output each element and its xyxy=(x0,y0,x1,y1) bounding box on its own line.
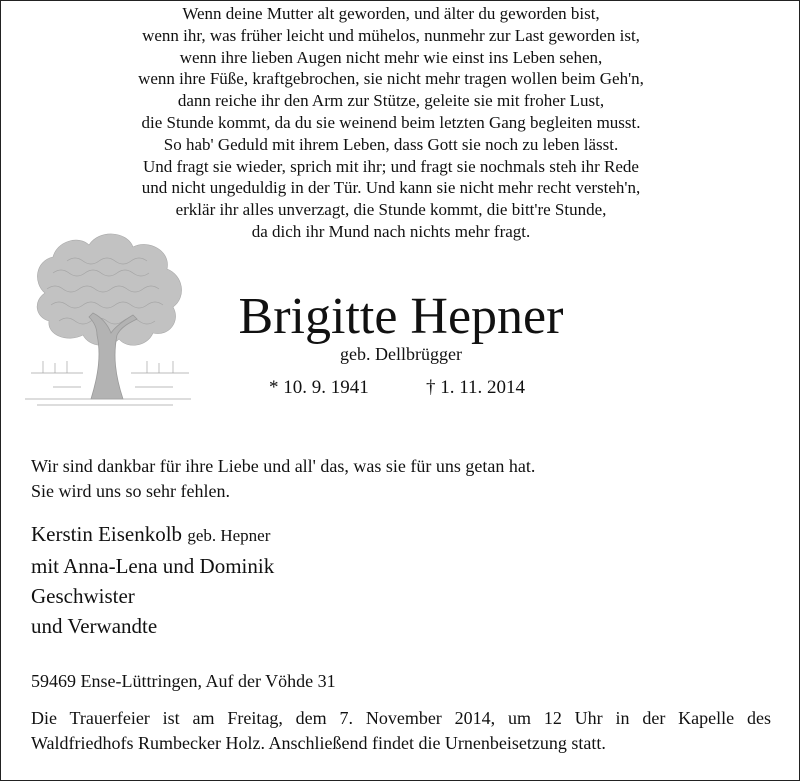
mourner-line: Geschwister xyxy=(31,584,135,608)
mourner-name: Kerstin Eisenkolb xyxy=(31,522,183,546)
service-line: Die Trauerfeier ist am Freitag, dem 7. November 2014, um 12 Uhr in der Kapelle des xyxy=(31,708,771,728)
address: 59469 Ense-Lüttringen, Auf der Vöhde 31 xyxy=(31,671,336,691)
poem-line: dann reiche ihr den Arm zur Stütze, geleite sie mit froher Lust, xyxy=(177,91,605,111)
poem-line: die Stunde kommt, da du sie weinend beim letzten Gang begleiten musst. xyxy=(141,112,641,132)
poem-line: wenn ihr, was früher leicht und mühelos, nunmehr zur Last geworden ist, xyxy=(142,25,640,45)
poem xyxy=(1,3,781,243)
mourner-maiden-name: geb. Hepner xyxy=(187,526,271,545)
funeral-service-text xyxy=(31,706,771,756)
poem-line: da dich ihr Mund nach nichts mehr fragt. xyxy=(251,221,531,241)
birth-date: * 10. 9. 1941 xyxy=(269,377,369,398)
poem-line: wenn ihre lieben Augen nicht mehr wie einst ins Leben sehen, xyxy=(179,47,603,67)
mourner-line: und Verwandte xyxy=(31,614,158,638)
poem-line: Wenn deine Mutter alt geworden, und älter du geworden bist, xyxy=(182,4,600,23)
poem-line: wenn ihre Füße, kraftgebrochen, sie nicht mehr tragen wollen beim Geh'n, xyxy=(138,69,644,89)
mourner-line: mit Anna-Lena und Dominik xyxy=(31,554,275,578)
service-line: Waldfriedhofs Rumbecker Holz. Anschließend findet die Urnenbeisetzung statt. xyxy=(31,733,606,753)
mourners-list xyxy=(31,519,274,641)
poem-line: So hab' Geduld mit ihrem Leben, dass Gott sie noch zu leben lässt. xyxy=(163,134,619,154)
maiden-name: geb. Dellbrügger xyxy=(340,344,462,364)
poem-line: erklär ihr alles unverzagt, die Stunde kommt, die bitt're Stunde, xyxy=(175,200,607,220)
poem-line: und nicht ungeduldig in der Tür. Und kann sie nicht mehr recht versteh'n, xyxy=(141,178,641,198)
poem-line: Und fragt sie wieder, sprich mit ihr; und fragt sie nochmals steh ihr Rede xyxy=(143,156,639,176)
tree-illustration xyxy=(23,223,193,413)
mourner-line xyxy=(31,519,274,551)
death-date: † 1. 11. 2014 xyxy=(426,377,526,398)
deceased-name: Brigitte Hepner xyxy=(238,288,564,345)
thanks-line: Sie wird uns so sehr fehlen. xyxy=(31,481,230,501)
thanks-line: Wir sind dankbar für ihre Liebe und all' das, was sie für uns getan hat. xyxy=(31,456,536,476)
thanks-text xyxy=(31,454,535,504)
